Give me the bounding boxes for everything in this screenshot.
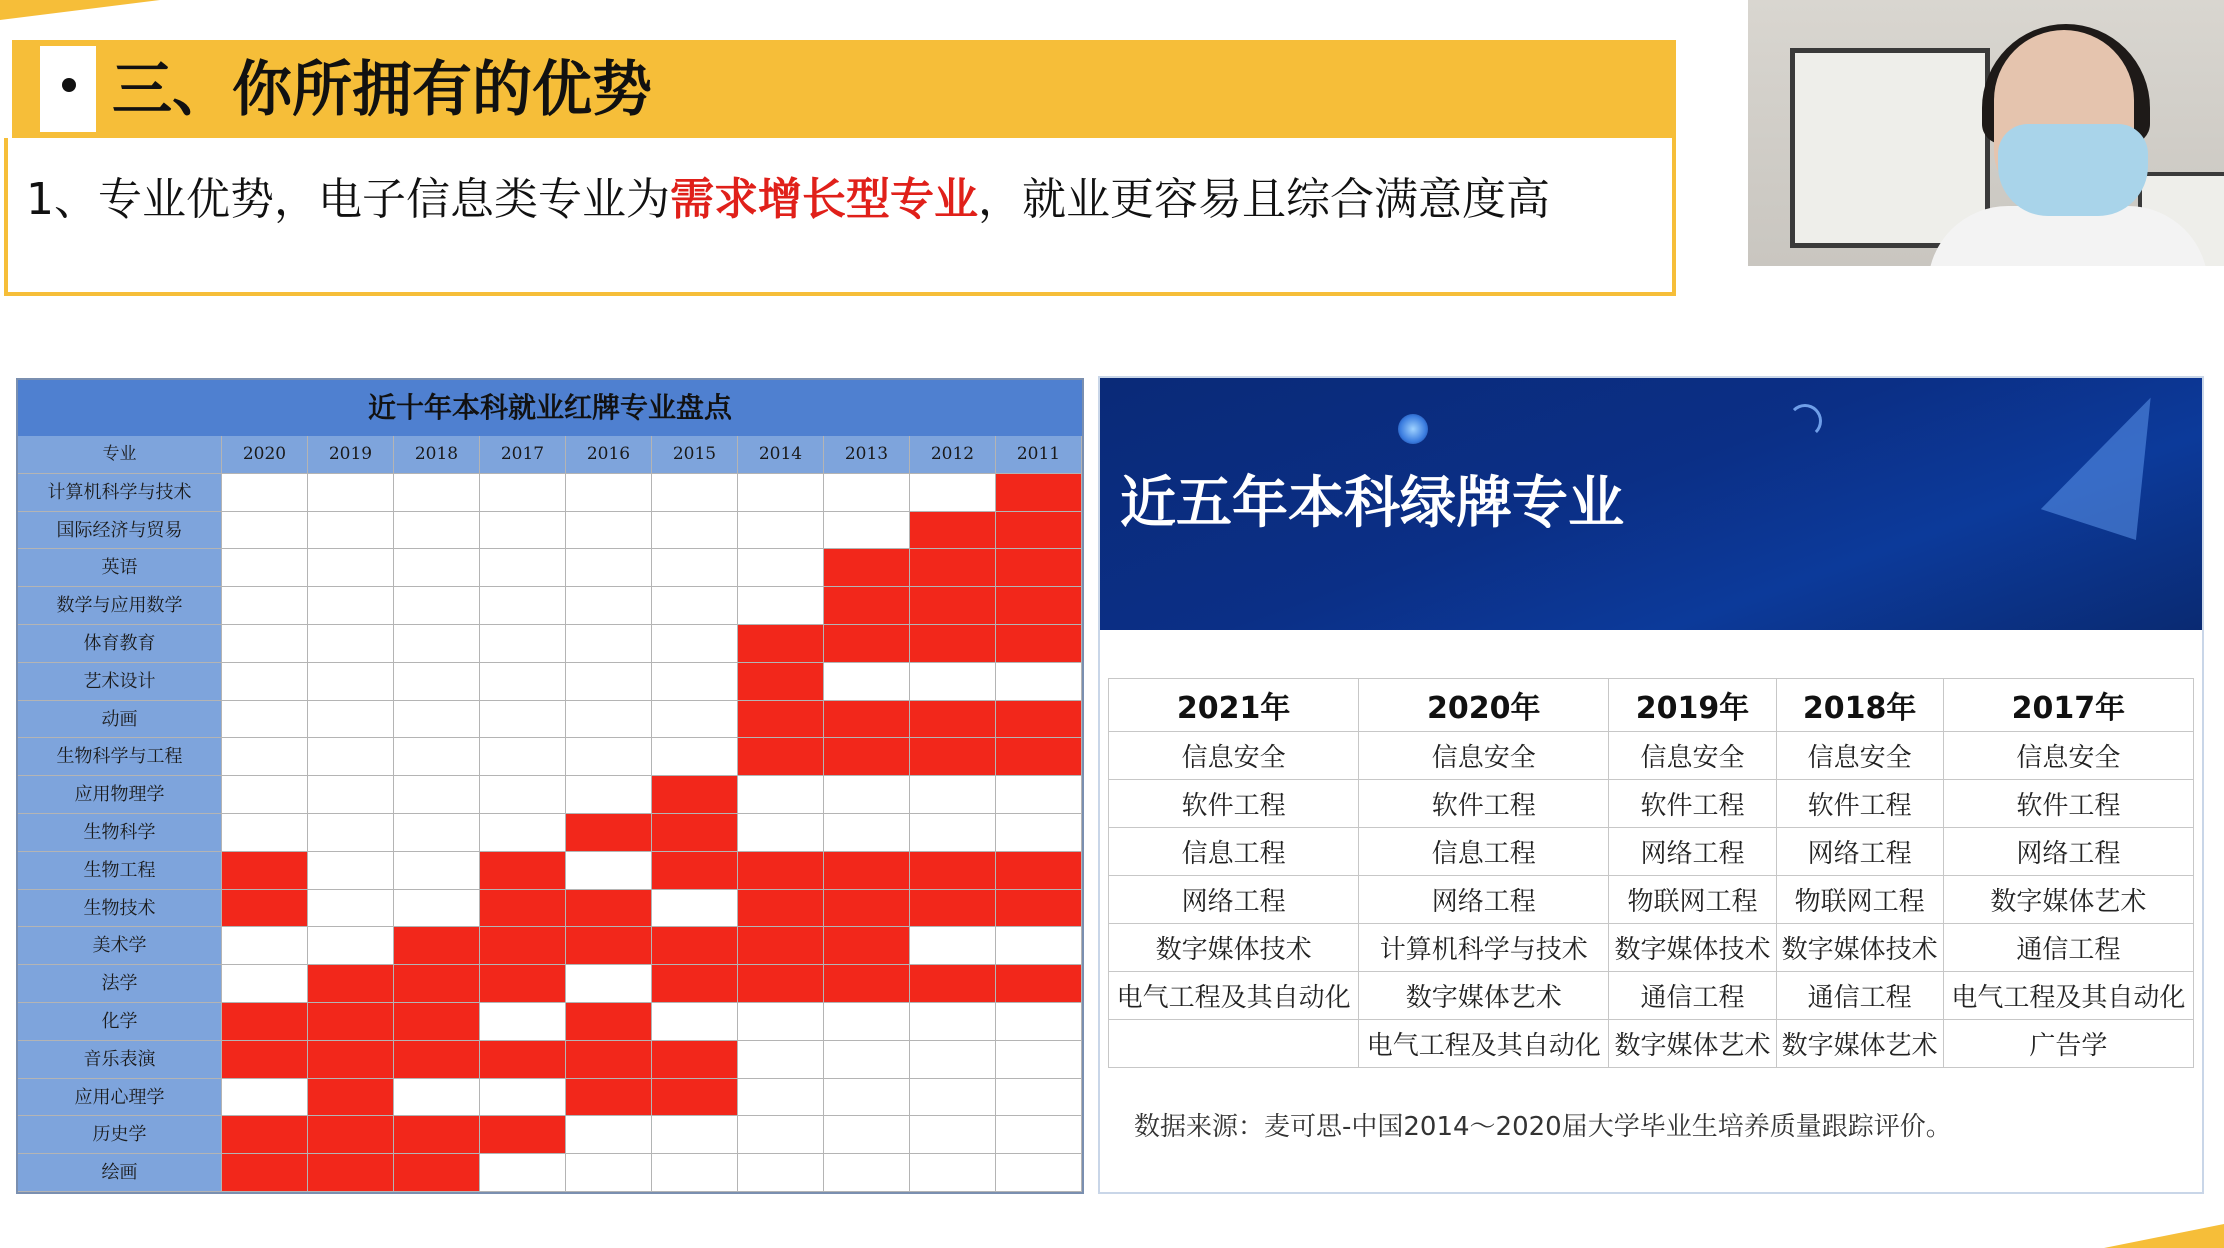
empty-cell [308, 549, 394, 587]
empty-cell [824, 663, 910, 701]
empty-cell [222, 776, 308, 814]
empty-cell [824, 1041, 910, 1079]
major-name-cell: 绘画 [18, 1154, 222, 1192]
red-card-cell [824, 852, 910, 890]
empty-cell [308, 701, 394, 739]
empty-cell [480, 549, 566, 587]
major-cell: 电气工程及其自动化 [1943, 972, 2193, 1020]
red-card-cell [308, 1154, 394, 1192]
red-card-cell [222, 852, 308, 890]
major-cell: 物联网工程 [1776, 876, 1943, 924]
red-card-cell [910, 549, 996, 587]
major-name-cell: 生物技术 [18, 890, 222, 928]
red-card-table [16, 378, 1084, 1194]
empty-cell [308, 738, 394, 776]
empty-cell [394, 738, 480, 776]
empty-cell [652, 474, 738, 512]
empty-cell [222, 927, 308, 965]
red-card-cell [910, 512, 996, 550]
empty-cell [738, 1041, 824, 1079]
green-panel-title: 近五年本科绿牌专业 [1120, 471, 1624, 536]
green-panel-banner [1100, 378, 2202, 630]
major-cell: 数字媒体艺术 [1776, 1020, 1943, 1068]
empty-cell [394, 474, 480, 512]
red-card-cell [652, 1079, 738, 1117]
red-card-cell [824, 965, 910, 1003]
major-cell: 计算机科学与技术 [1359, 924, 1609, 972]
empty-cell [566, 701, 652, 739]
major-cell: 信息工程 [1359, 828, 1609, 876]
decorative-orb [1398, 414, 1428, 444]
empty-cell [480, 1079, 566, 1117]
empty-cell [222, 814, 308, 852]
empty-cell [738, 512, 824, 550]
major-name-cell: 法学 [18, 965, 222, 1003]
empty-cell [910, 1154, 996, 1192]
empty-cell [824, 1079, 910, 1117]
major-cell: 数字媒体技术 [1109, 924, 1359, 972]
empty-cell [996, 1154, 1082, 1192]
major-cell: 信息工程 [1109, 828, 1359, 876]
red-card-cell [738, 738, 824, 776]
red-card-cell [308, 1079, 394, 1117]
year-column-header: 2011 [996, 436, 1082, 474]
empty-cell [480, 663, 566, 701]
empty-cell [480, 776, 566, 814]
major-name-cell: 化学 [18, 1003, 222, 1041]
empty-cell [910, 1003, 996, 1041]
year-column-header: 2018 [394, 436, 480, 474]
year-column-header: 2019 [308, 436, 394, 474]
decorative-moon [1788, 404, 1822, 438]
major-cell: 数字媒体艺术 [1943, 876, 2193, 924]
empty-cell [996, 1079, 1082, 1117]
red-card-cell [480, 1041, 566, 1079]
empty-cell [222, 549, 308, 587]
major-name-cell: 生物工程 [18, 852, 222, 890]
major-cell: 软件工程 [1109, 780, 1359, 828]
major-name-cell: 艺术设计 [18, 663, 222, 701]
empty-cell [996, 1041, 1082, 1079]
major-cell: 软件工程 [1943, 780, 2193, 828]
major-name-cell: 数学与应用数学 [18, 587, 222, 625]
red-card-cell [566, 814, 652, 852]
empty-cell [652, 1116, 738, 1154]
major-column-header: 专业 [18, 436, 222, 474]
empty-cell [480, 1003, 566, 1041]
empty-cell [996, 927, 1082, 965]
year-column-header: 2020年 [1359, 679, 1609, 732]
empty-cell [996, 1116, 1082, 1154]
major-cell: 网络工程 [1776, 828, 1943, 876]
red-card-cell [566, 1041, 652, 1079]
empty-cell [738, 474, 824, 512]
year-column-header: 2018年 [1776, 679, 1943, 732]
webcam-face-mask [1998, 124, 2148, 216]
year-column-header: 2017年 [1943, 679, 2193, 732]
table-row [1109, 924, 2194, 972]
major-cell: 网络工程 [1359, 876, 1609, 924]
empty-cell [566, 776, 652, 814]
empty-cell [738, 587, 824, 625]
decorative-light-streak [2041, 376, 2179, 540]
green-table-header-row [1109, 679, 2194, 732]
empty-cell [308, 474, 394, 512]
empty-cell [308, 587, 394, 625]
empty-cell [566, 965, 652, 1003]
red-card-cell [480, 927, 566, 965]
empty-cell [652, 701, 738, 739]
empty-cell [308, 890, 394, 928]
empty-cell [480, 512, 566, 550]
major-cell: 通信工程 [1776, 972, 1943, 1020]
empty-cell [394, 587, 480, 625]
empty-cell [222, 738, 308, 776]
red-card-cell [996, 587, 1082, 625]
empty-cell [566, 587, 652, 625]
red-card-cell [996, 701, 1082, 739]
major-name-cell: 应用物理学 [18, 776, 222, 814]
empty-cell [738, 1116, 824, 1154]
major-name-cell: 生物科学 [18, 814, 222, 852]
red-card-cell [738, 890, 824, 928]
empty-cell [394, 701, 480, 739]
empty-cell [480, 814, 566, 852]
year-column-header: 2012 [910, 436, 996, 474]
red-card-cell [222, 1041, 308, 1079]
green-card-table [1108, 678, 2194, 1068]
empty-cell [566, 738, 652, 776]
empty-cell [222, 965, 308, 1003]
red-card-cell [738, 625, 824, 663]
empty-cell [566, 512, 652, 550]
empty-cell [652, 1003, 738, 1041]
major-name-cell: 历史学 [18, 1116, 222, 1154]
year-column-header: 2013 [824, 436, 910, 474]
year-column-header: 2017 [480, 436, 566, 474]
red-card-cell [222, 890, 308, 928]
empty-cell [308, 663, 394, 701]
major-name-cell: 体育教育 [18, 625, 222, 663]
red-card-cell [480, 1116, 566, 1154]
empty-cell [308, 512, 394, 550]
major-cell: 通信工程 [1943, 924, 2193, 972]
empty-cell [652, 890, 738, 928]
subtitle-highlight: 需求增长型专业 [670, 174, 978, 225]
empty-cell [824, 474, 910, 512]
red-card-cell [652, 814, 738, 852]
red-card-cell [910, 701, 996, 739]
major-name-cell: 动画 [18, 701, 222, 739]
red-card-cell [824, 701, 910, 739]
empty-cell [222, 512, 308, 550]
major-cell: 通信工程 [1609, 972, 1776, 1020]
empty-cell [222, 625, 308, 663]
red-card-cell [824, 890, 910, 928]
red-card-cell [652, 852, 738, 890]
red-card-cell [222, 1116, 308, 1154]
empty-cell [996, 814, 1082, 852]
bullet-icon [62, 78, 76, 92]
empty-cell [480, 587, 566, 625]
red-card-cell [222, 1003, 308, 1041]
major-cell [1109, 1020, 1359, 1068]
empty-cell [738, 549, 824, 587]
red-card-cell [566, 1079, 652, 1117]
red-card-cell [394, 1003, 480, 1041]
red-card-cell [738, 663, 824, 701]
empty-cell [738, 1079, 824, 1117]
red-card-cell [566, 890, 652, 928]
red-card-cell [308, 1003, 394, 1041]
empty-cell [480, 474, 566, 512]
empty-cell [824, 1154, 910, 1192]
table-row [1109, 972, 2194, 1020]
red-table-title: 近十年本科就业红牌专业盘点 [18, 380, 1082, 436]
red-card-cell [394, 1154, 480, 1192]
red-card-cell [652, 776, 738, 814]
empty-cell [222, 474, 308, 512]
subtitle-suffix: ，就业更容易且综合满意度高 [978, 174, 1550, 225]
major-name-cell: 计算机科学与技术 [18, 474, 222, 512]
table-row [1109, 828, 2194, 876]
red-card-cell [394, 927, 480, 965]
empty-cell [480, 1154, 566, 1192]
major-cell: 信息安全 [1609, 732, 1776, 780]
webcam-background-board [1790, 48, 1990, 248]
empty-cell [996, 776, 1082, 814]
empty-cell [394, 549, 480, 587]
empty-cell [910, 776, 996, 814]
empty-cell [308, 814, 394, 852]
empty-cell [394, 1079, 480, 1117]
table-row [1109, 780, 2194, 828]
red-card-cell [910, 738, 996, 776]
red-table-grid [18, 436, 1082, 1192]
empty-cell [394, 776, 480, 814]
empty-cell [394, 814, 480, 852]
red-card-cell [394, 1116, 480, 1154]
webcam-video [1748, 0, 2224, 266]
red-card-cell [996, 512, 1082, 550]
empty-cell [910, 663, 996, 701]
year-column-header: 2021年 [1109, 679, 1359, 732]
major-cell: 网络工程 [1943, 828, 2193, 876]
red-card-cell [394, 965, 480, 1003]
red-card-cell [824, 738, 910, 776]
empty-cell [222, 587, 308, 625]
major-cell: 网络工程 [1609, 828, 1776, 876]
empty-cell [996, 663, 1082, 701]
empty-cell [394, 852, 480, 890]
empty-cell [910, 1116, 996, 1154]
empty-cell [566, 549, 652, 587]
major-name-cell: 音乐表演 [18, 1041, 222, 1079]
empty-cell [824, 512, 910, 550]
empty-cell [308, 776, 394, 814]
major-name-cell: 应用心理学 [18, 1079, 222, 1117]
empty-cell [566, 852, 652, 890]
major-cell: 数字媒体技术 [1609, 924, 1776, 972]
empty-cell [652, 587, 738, 625]
major-cell: 信息安全 [1943, 732, 2193, 780]
red-card-cell [308, 965, 394, 1003]
subtitle [26, 168, 1550, 232]
empty-cell [566, 625, 652, 663]
empty-cell [652, 663, 738, 701]
red-card-cell [996, 474, 1082, 512]
empty-cell [738, 814, 824, 852]
red-card-cell [910, 625, 996, 663]
empty-cell [910, 814, 996, 852]
empty-cell [308, 852, 394, 890]
red-card-cell [910, 587, 996, 625]
table-row [1109, 732, 2194, 780]
table-row [1109, 1020, 2194, 1068]
empty-cell [222, 1079, 308, 1117]
empty-cell [652, 738, 738, 776]
empty-cell [394, 512, 480, 550]
major-cell: 电气工程及其自动化 [1359, 1020, 1609, 1068]
red-card-cell [308, 1116, 394, 1154]
major-cell: 物联网工程 [1609, 876, 1776, 924]
major-cell: 数字媒体艺术 [1609, 1020, 1776, 1068]
empty-cell [652, 549, 738, 587]
major-cell: 软件工程 [1609, 780, 1776, 828]
red-card-cell [480, 852, 566, 890]
red-card-cell [910, 852, 996, 890]
empty-cell [910, 927, 996, 965]
empty-cell [308, 927, 394, 965]
subtitle-prefix: 1、专业优势，电子信息类专业为 [26, 174, 670, 225]
empty-cell [566, 1116, 652, 1154]
empty-cell [910, 474, 996, 512]
red-card-cell [652, 927, 738, 965]
red-card-cell [996, 890, 1082, 928]
empty-cell [738, 776, 824, 814]
red-card-cell [394, 1041, 480, 1079]
major-cell: 数字媒体艺术 [1359, 972, 1609, 1020]
red-card-cell [652, 1041, 738, 1079]
year-column-header: 2019年 [1609, 679, 1776, 732]
empty-cell [996, 1003, 1082, 1041]
major-cell: 广告学 [1943, 1020, 2193, 1068]
data-source-note: 数据来源：麦可思-中国2014～2020届大学毕业生培养质量跟踪评价。 [1134, 1112, 1952, 1142]
empty-cell [910, 1079, 996, 1117]
empty-cell [824, 1116, 910, 1154]
red-card-cell [824, 549, 910, 587]
red-card-cell [996, 549, 1082, 587]
red-card-cell [738, 965, 824, 1003]
empty-cell [824, 814, 910, 852]
empty-cell [566, 1154, 652, 1192]
empty-cell [394, 890, 480, 928]
red-card-cell [566, 1003, 652, 1041]
major-cell: 信息安全 [1776, 732, 1943, 780]
major-cell: 数字媒体技术 [1776, 924, 1943, 972]
year-column-header: 2015 [652, 436, 738, 474]
empty-cell [652, 1154, 738, 1192]
red-card-cell [480, 965, 566, 1003]
green-card-panel [1098, 376, 2204, 1194]
red-card-cell [824, 587, 910, 625]
green-table-body [1109, 732, 2194, 1068]
empty-cell [222, 701, 308, 739]
empty-cell [824, 1003, 910, 1041]
major-cell: 软件工程 [1776, 780, 1943, 828]
red-card-cell [652, 965, 738, 1003]
major-cell: 网络工程 [1109, 876, 1359, 924]
red-card-cell [910, 965, 996, 1003]
major-cell: 软件工程 [1359, 780, 1609, 828]
empty-cell [566, 663, 652, 701]
empty-cell [738, 1154, 824, 1192]
empty-cell [308, 625, 394, 663]
table-row [1109, 876, 2194, 924]
empty-cell [566, 474, 652, 512]
red-card-cell [222, 1154, 308, 1192]
empty-cell [652, 512, 738, 550]
major-cell: 信息安全 [1359, 732, 1609, 780]
corner-accent-bottom-right [2104, 1224, 2224, 1248]
red-card-cell [996, 852, 1082, 890]
corner-accent-top-left [0, 0, 160, 20]
major-cell: 电气工程及其自动化 [1109, 972, 1359, 1020]
red-card-cell [824, 625, 910, 663]
major-name-cell: 英语 [18, 549, 222, 587]
red-card-cell [480, 890, 566, 928]
red-card-cell [738, 927, 824, 965]
empty-cell [222, 663, 308, 701]
empty-cell [738, 1003, 824, 1041]
empty-cell [394, 663, 480, 701]
empty-cell [480, 701, 566, 739]
red-card-cell [910, 890, 996, 928]
red-card-cell [308, 1041, 394, 1079]
empty-cell [394, 625, 480, 663]
empty-cell [652, 625, 738, 663]
empty-cell [480, 625, 566, 663]
major-cell: 信息安全 [1109, 732, 1359, 780]
year-column-header: 2016 [566, 436, 652, 474]
empty-cell [824, 776, 910, 814]
major-name-cell: 美术学 [18, 927, 222, 965]
red-card-cell [996, 625, 1082, 663]
red-card-cell [738, 701, 824, 739]
empty-cell [480, 738, 566, 776]
red-card-cell [566, 927, 652, 965]
red-card-cell [996, 965, 1082, 1003]
red-card-cell [996, 738, 1082, 776]
major-name-cell: 生物科学与工程 [18, 738, 222, 776]
page-title: 三、你所拥有的优势 [112, 55, 652, 125]
empty-cell [910, 1041, 996, 1079]
red-card-cell [738, 852, 824, 890]
red-card-cell [824, 927, 910, 965]
major-name-cell: 国际经济与贸易 [18, 512, 222, 550]
year-column-header: 2020 [222, 436, 308, 474]
year-column-header: 2014 [738, 436, 824, 474]
